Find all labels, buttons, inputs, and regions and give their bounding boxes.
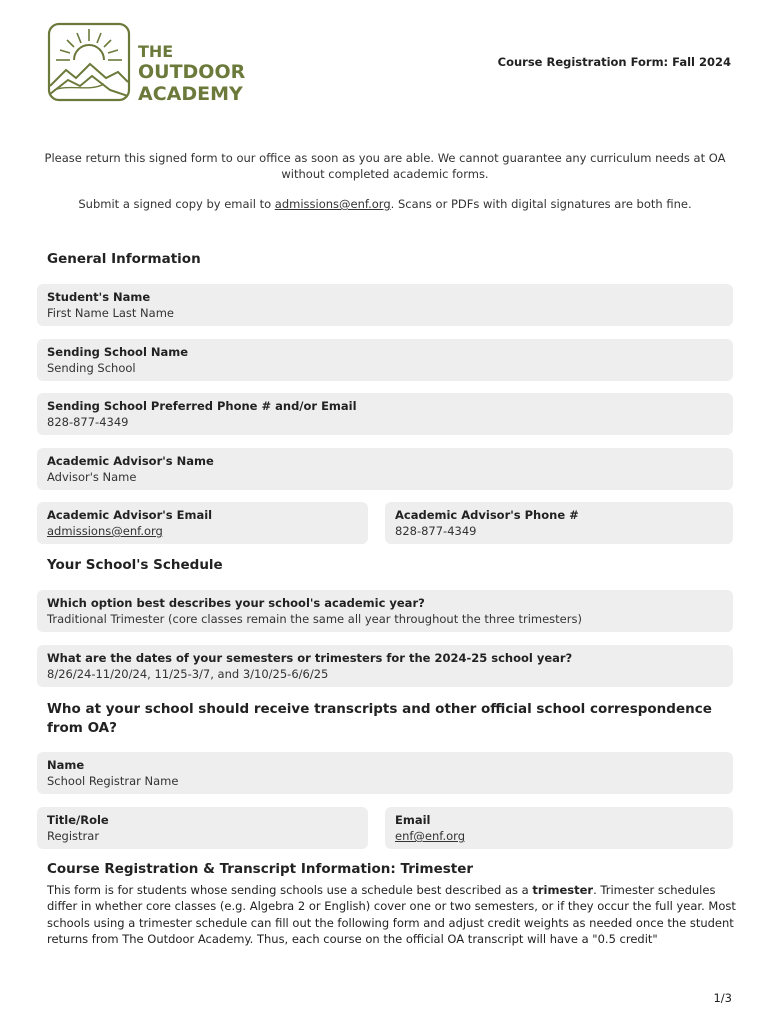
- para-prefix: This form is for students whose sending schools use a schedule best described as a: [47, 883, 533, 897]
- field-value: Advisor's Name: [47, 470, 137, 484]
- field-value: First Name Last Name: [47, 306, 174, 320]
- school-schedule-heading: Your School's Schedule: [47, 557, 223, 573]
- logo-text-line3: ACADEMY: [138, 83, 243, 105]
- para-suffix: . Trimester schedules differ in whether core classes (e.g. Algebra 2 or English) cover one or two semesters, or if they occur the full year. Most schools using a trimester schedule can fill out the following form and adjust credit weights as needed once the student returns from The Outdoor Academy. Thus, each course on the official OA transcript will have a "0.5 credit": [47, 883, 736, 946]
- sending-school-field[interactable]: [37, 339, 733, 381]
- field-label: Academic Advisor's Email: [47, 508, 213, 522]
- intro-text: Please return this signed form to our office as soon as you are able. We cannot guarantee any curriculum needs at OA without completed academic forms.: [44, 151, 726, 181]
- field-label: Name: [47, 758, 85, 772]
- field-value: 828-877-4349: [47, 415, 129, 429]
- transcript-recipient-heading: Who at your school should receive transcripts and other official school correspondence from OA?: [47, 701, 712, 736]
- field-value: School Registrar Name: [47, 774, 179, 788]
- logo-emblem-icon: [46, 20, 246, 106]
- field-value: Registrar: [47, 829, 100, 843]
- field-label: Student's Name: [47, 290, 151, 304]
- field-value: Sending School: [47, 361, 136, 375]
- submit-suffix: . Scans or PDFs with digital signatures are both fine.: [390, 197, 692, 211]
- field-label: Email: [395, 813, 431, 827]
- advisor-name-field[interactable]: [37, 448, 733, 490]
- page-number: 1/3: [713, 991, 732, 1005]
- outdoor-academy-logo: [46, 20, 246, 106]
- field-label: Academic Advisor's Phone #: [395, 508, 579, 522]
- admissions-email-link[interactable]: admissions@enf.org: [274, 197, 391, 211]
- field-label: What are the dates of your semesters or trimesters for the 2024-25 school year?: [47, 651, 573, 665]
- field-label: Sending School Preferred Phone # and/or Email: [47, 399, 357, 413]
- logo-text-line2: OUTDOOR: [138, 61, 246, 83]
- course-registration-paragraph: [47, 882, 737, 947]
- field-label: Sending School Name: [47, 345, 189, 359]
- submit-prefix: Submit a signed copy by email to: [78, 197, 275, 211]
- field-label: Which option best describes your school's academic year?: [47, 596, 425, 610]
- school-contact-field[interactable]: [37, 393, 733, 435]
- logo-text-line1: THE: [138, 42, 174, 61]
- field-label: Academic Advisor's Name: [47, 454, 214, 468]
- advisor-phone-field[interactable]: [385, 502, 733, 544]
- field-label: Title/Role: [47, 813, 109, 827]
- advisor-email-field[interactable]: [37, 502, 368, 544]
- general-information-heading: General Information: [47, 251, 201, 267]
- registrar-name-field[interactable]: [37, 752, 733, 794]
- field-value: Traditional Trimester (core classes remain the same all year throughout the three trimesters): [47, 612, 582, 626]
- field-value: enf@enf.org: [395, 829, 466, 843]
- field-value: 828-877-4349: [395, 524, 477, 538]
- student-name-field[interactable]: [37, 284, 733, 326]
- submit-instructions: [36, 196, 734, 212]
- field-value: admissions@enf.org: [47, 524, 163, 538]
- academic-year-field[interactable]: [37, 590, 733, 632]
- document-title: Course Registration Form: Fall 2024: [497, 55, 731, 69]
- registrar-title-field[interactable]: [37, 807, 368, 849]
- para-bold: trimester: [532, 883, 594, 897]
- course-registration-heading: Course Registration & Transcript Information: Trimester: [47, 861, 474, 877]
- field-value: 8/26/24-11/20/24, 11/25-3/7, and 3/10/25-6/6/25: [47, 667, 329, 681]
- registrar-email-field[interactable]: [385, 807, 733, 849]
- term-dates-field[interactable]: [37, 645, 733, 687]
